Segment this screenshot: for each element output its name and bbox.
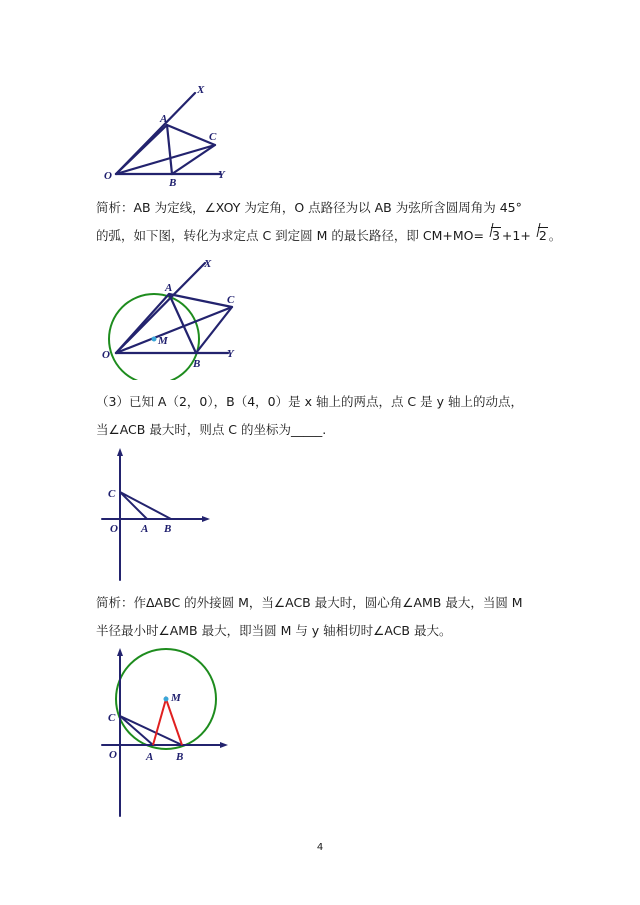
page-number: 4 — [316, 842, 324, 853]
label-c: C — [108, 712, 116, 724]
label-y: Y — [218, 169, 225, 181]
label-x: X — [204, 258, 212, 270]
problem-3-line-2: 当∠ACB 最大时，则点 C 的坐标为_____. — [96, 422, 327, 437]
analysis-1-line-1: 简析：AB 为定线，∠XOY 为定角，O 点路径为以 AB 为弦所含圆周角为 45° — [96, 200, 522, 215]
label-o: O — [109, 749, 117, 761]
label-m: M — [158, 335, 168, 347]
sqrt-2: 2 — [531, 222, 548, 250]
figure-circle-m — [96, 255, 256, 380]
analysis-1 — [96, 194, 566, 250]
figure-tangent-circle — [96, 648, 236, 820]
label-o: O — [110, 523, 118, 535]
label-c: C — [227, 294, 235, 306]
label-y: Y — [227, 348, 234, 360]
x-axis-arrow — [220, 742, 228, 748]
analysis-1-line-2: 的弧，如下图，转化为求定点 C 到定圆 M 的最长路径，即 CM+MO= 3 +1+ 2 。 — [96, 222, 566, 250]
label-c: C — [108, 488, 116, 500]
sqrt-3: 3 — [484, 222, 501, 250]
figure-angle-xoy — [96, 78, 246, 190]
label-a: A — [160, 113, 168, 125]
center-m-point — [152, 337, 157, 342]
y-axis-arrow — [117, 448, 123, 456]
center-m-point — [164, 697, 169, 702]
y-axis-arrow — [117, 648, 123, 656]
label-x: X — [197, 84, 205, 96]
label-o: O — [104, 170, 112, 182]
label-c: C — [209, 131, 217, 143]
x-axis-arrow — [202, 516, 210, 522]
label-a: A — [146, 751, 154, 763]
analysis-3-line-2: 半径最小时∠AMB 最大，即当圆 M 与 y 轴相切时∠ACB 最大。 — [96, 623, 452, 638]
triangle-cab — [120, 492, 171, 519]
figure-axes-abc — [96, 448, 216, 583]
label-b: B — [176, 751, 184, 763]
problem-3 — [96, 388, 566, 444]
label-m: M — [171, 692, 181, 704]
label-b: B — [193, 358, 201, 370]
label-b: B — [169, 177, 177, 189]
label-a: A — [141, 523, 149, 535]
label-b: B — [164, 523, 172, 535]
label-o: O — [102, 349, 110, 361]
label-a: A — [165, 282, 173, 294]
analysis-3 — [96, 589, 566, 645]
problem-3-line-1: （3）已知 A（2，0），B（4，0）是 x 轴上的两点，点 C 是 y 轴上的动点， — [96, 394, 523, 409]
analysis-3-line-1: 简析：作ΔABC 的外接圆 M，当∠ACB 最大时，圆心角∠AMB 最大，当圆 M — [96, 595, 523, 610]
seg-ab — [167, 125, 172, 174]
